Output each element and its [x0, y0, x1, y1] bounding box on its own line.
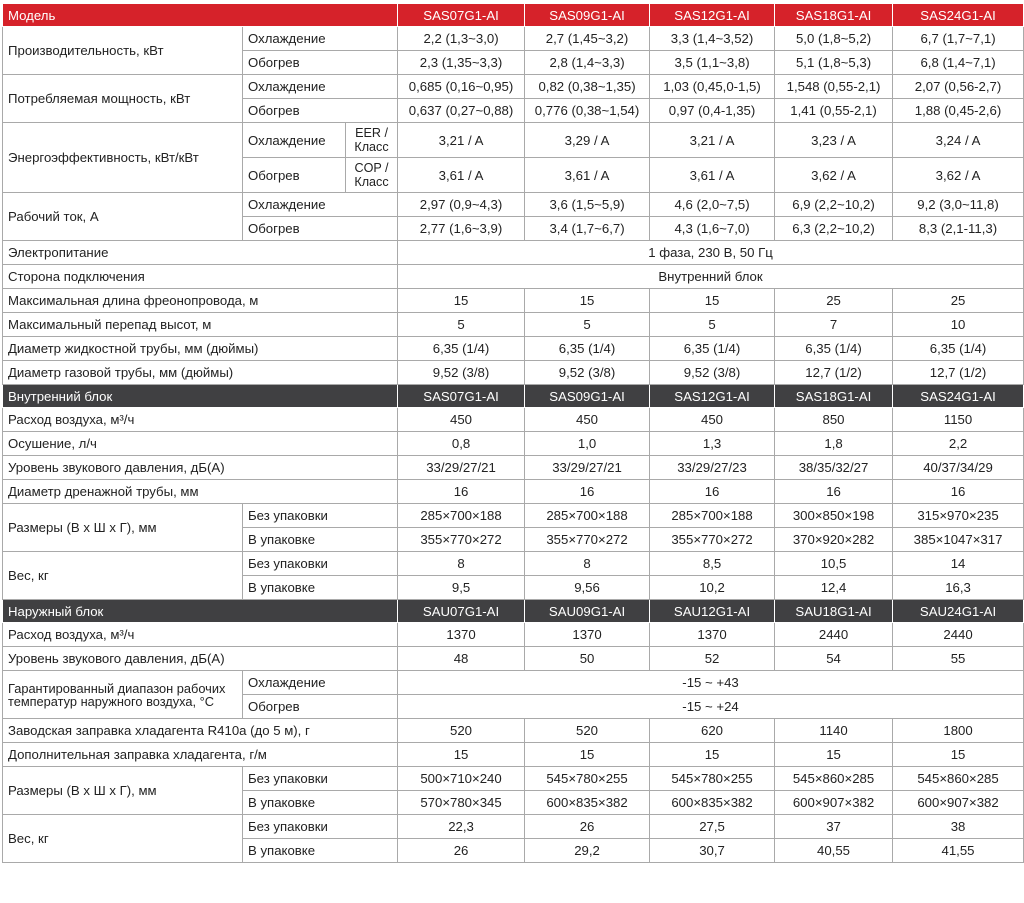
- power-supply-value: 1 фаза, 230 В, 50 Гц: [398, 241, 1024, 265]
- value-cell: 10: [893, 313, 1024, 337]
- value-cell: 4,3 (1,6~7,0): [650, 217, 775, 241]
- value-cell: 40/37/34/29: [893, 456, 1024, 480]
- max-pipe-length-label: Максимальная длина фреонопровода, м: [3, 289, 398, 313]
- gas-pipe-label: Диаметр газовой трубы, мм (дюймы): [3, 361, 398, 385]
- value-cell: 6,35 (1/4): [893, 337, 1024, 361]
- connection-side-label: Сторона подключения: [3, 265, 398, 289]
- value-cell: 545×780×255: [650, 767, 775, 791]
- value-cell: 570×780×345: [398, 791, 525, 815]
- value-cell: 15: [893, 743, 1024, 767]
- model-name: SAS09G1-AI: [525, 385, 650, 408]
- value-cell: 15: [775, 743, 893, 767]
- model-name: SAS18G1-AI: [775, 385, 893, 408]
- value-cell: 12,7 (1/2): [893, 361, 1024, 385]
- value-cell: 15: [398, 743, 525, 767]
- value-cell: 2,7 (1,45~3,2): [525, 27, 650, 51]
- sub-label: Обогрев: [243, 158, 346, 193]
- model-name: SAU18G1-AI: [775, 600, 893, 623]
- sub-label: Обогрев: [243, 99, 398, 123]
- connection-side-row: [3, 265, 1024, 289]
- value-cell: 29,2: [525, 839, 650, 863]
- value-cell: 55: [893, 647, 1024, 671]
- indoor-dims-label: Размеры (В х Ш х Г), мм: [3, 504, 243, 552]
- model-name: SAU09G1-AI: [525, 600, 650, 623]
- value-cell: 3,62 / A: [775, 158, 893, 193]
- value-cell: 620: [650, 719, 775, 743]
- value-cell: 450: [650, 408, 775, 432]
- indoor-airflow-row: [3, 408, 1024, 432]
- value-cell: 7: [775, 313, 893, 337]
- value-cell: 2,8 (1,4~3,3): [525, 51, 650, 75]
- value-cell: 1,03 (0,45,0-1,5): [650, 75, 775, 99]
- value-cell: 1800: [893, 719, 1024, 743]
- value-cell: 6,35 (1/4): [650, 337, 775, 361]
- liquid-pipe-label: Диаметр жидкостной трубы, мм (дюймы): [3, 337, 398, 361]
- value-cell: 8,5: [650, 552, 775, 576]
- value-cell: 600×907×382: [775, 791, 893, 815]
- value-cell: 370×920×282: [775, 528, 893, 552]
- value-cell: 2440: [775, 623, 893, 647]
- max-pipe-length-row: [3, 289, 1024, 313]
- value-cell: 1,0: [525, 432, 650, 456]
- factory-charge-row: [3, 719, 1024, 743]
- value-cell: 600×907×382: [893, 791, 1024, 815]
- value-cell: 2,97 (0,9~4,3): [398, 193, 525, 217]
- value-cell: 5,0 (1,8~5,2): [775, 27, 893, 51]
- indoor-noise-row: [3, 456, 1024, 480]
- temp-range-row: [3, 671, 1024, 695]
- value-cell: 0,637 (0,27~0,88): [398, 99, 525, 123]
- value-cell: 50: [525, 647, 650, 671]
- sub-label: Охлаждение: [243, 27, 398, 51]
- model-name: SAS12G1-AI: [650, 4, 775, 27]
- value-cell: 12,7 (1/2): [775, 361, 893, 385]
- value-cell: 355×770×272: [398, 528, 525, 552]
- sub-label: В упаковке: [243, 839, 398, 863]
- value-cell: 33/29/27/23: [650, 456, 775, 480]
- sub-label: Без упаковки: [243, 767, 398, 791]
- model-name: SAS18G1-AI: [775, 4, 893, 27]
- operating-current-label: Рабочий ток, А: [3, 193, 243, 241]
- value-cell: 12,4: [775, 576, 893, 600]
- sub-label: В упаковке: [243, 791, 398, 815]
- indoor-header: [3, 385, 1024, 408]
- value-cell: 37: [775, 815, 893, 839]
- value-cell: 25: [775, 289, 893, 313]
- value-cell: 545×780×255: [525, 767, 650, 791]
- value-cell: 1150: [893, 408, 1024, 432]
- sub-label: Охлаждение: [243, 123, 346, 158]
- sub-label: В упаковке: [243, 528, 398, 552]
- max-height-diff-label: Максимальный перепад высот, м: [3, 313, 398, 337]
- value-cell: 3,6 (1,5~5,9): [525, 193, 650, 217]
- power-consumption-label: Потребляемая мощность, кВт: [3, 75, 243, 123]
- sub-label: Обогрев: [243, 695, 398, 719]
- value-cell: 48: [398, 647, 525, 671]
- efficiency-row: [3, 123, 1024, 158]
- value-cell: 9,2 (3,0~11,8): [893, 193, 1024, 217]
- value-cell: 6,9 (2,2~10,2): [775, 193, 893, 217]
- value-cell: 15: [650, 743, 775, 767]
- indoor-weight-row: [3, 552, 1024, 576]
- value-cell: 6,35 (1/4): [525, 337, 650, 361]
- value-cell: 9,56: [525, 576, 650, 600]
- value-cell: 6,8 (1,4~7,1): [893, 51, 1024, 75]
- sub-label: Без упаковки: [243, 815, 398, 839]
- value-cell: 27,5: [650, 815, 775, 839]
- value-cell: 2,2 (1,3~3,0): [398, 27, 525, 51]
- value-cell: 1140: [775, 719, 893, 743]
- value-cell: 3,62 / A: [893, 158, 1024, 193]
- outdoor-weight-row: [3, 815, 1024, 839]
- value-cell: 600×835×382: [650, 791, 775, 815]
- value-cell: 500×710×240: [398, 767, 525, 791]
- spec-table: [2, 3, 1024, 863]
- value-cell: 3,23 / A: [775, 123, 893, 158]
- value-cell: 9,52 (3/8): [525, 361, 650, 385]
- value-cell: 450: [525, 408, 650, 432]
- max-height-diff-row: [3, 313, 1024, 337]
- value-cell: 9,5: [398, 576, 525, 600]
- value-cell: 0,97 (0,4-1,35): [650, 99, 775, 123]
- value-cell: 33/29/27/21: [525, 456, 650, 480]
- value-cell: 0,8: [398, 432, 525, 456]
- model-name: SAU12G1-AI: [650, 600, 775, 623]
- model-name: SAS07G1-AI: [398, 4, 525, 27]
- value-cell: 5: [525, 313, 650, 337]
- value-cell: 8,3 (2,1-11,3): [893, 217, 1024, 241]
- value-cell: 3,29 / A: [525, 123, 650, 158]
- value-cell: 3,21 / A: [650, 123, 775, 158]
- value-cell: 22,3: [398, 815, 525, 839]
- value-cell: 1370: [398, 623, 525, 647]
- outdoor-dims-label: Размеры (В х Ш х Г), мм: [3, 767, 243, 815]
- value-cell: 8: [398, 552, 525, 576]
- value-cell: 5: [650, 313, 775, 337]
- model-name: SAS24G1-AI: [893, 385, 1024, 408]
- value-cell: 3,61 / A: [650, 158, 775, 193]
- sub-label: Обогрев: [243, 51, 398, 75]
- value-cell: 2,3 (1,35~3,3): [398, 51, 525, 75]
- outdoor-noise-row: [3, 647, 1024, 671]
- value-cell: 450: [398, 408, 525, 432]
- sub-label: Охлаждение: [243, 193, 398, 217]
- model-name: SAS09G1-AI: [525, 4, 650, 27]
- value-cell: 25: [893, 289, 1024, 313]
- value-cell: 1,41 (0,55-2,1): [775, 99, 893, 123]
- value-cell: 16,3: [893, 576, 1024, 600]
- power-supply-label: Электропитание: [3, 241, 398, 265]
- value-cell: 5,1 (1,8~5,3): [775, 51, 893, 75]
- value-cell: 16: [525, 480, 650, 504]
- value-cell: 30,7: [650, 839, 775, 863]
- value-cell: 1370: [650, 623, 775, 647]
- capacity-label: Производительность, кВт: [3, 27, 243, 75]
- factory-charge-label: Заводская заправка хладагента R410a (до 5 м), г: [3, 719, 398, 743]
- value-cell: 15: [650, 289, 775, 313]
- value-cell: 285×700×188: [525, 504, 650, 528]
- value-cell: 52: [650, 647, 775, 671]
- model-header: [3, 4, 1024, 27]
- value-cell: 850: [775, 408, 893, 432]
- value-cell: 355×770×272: [525, 528, 650, 552]
- value-cell: 6,35 (1/4): [398, 337, 525, 361]
- extra-charge-label: Дополнительная заправка хладагента, г/м: [3, 743, 398, 767]
- model-name: SAU07G1-AI: [398, 600, 525, 623]
- value-cell: 26: [525, 815, 650, 839]
- model-name: SAS24G1-AI: [893, 4, 1024, 27]
- value-cell: 315×970×235: [893, 504, 1024, 528]
- value-cell: 6,35 (1/4): [775, 337, 893, 361]
- value-cell: 16: [650, 480, 775, 504]
- value-cell: 14: [893, 552, 1024, 576]
- model-name: SAS12G1-AI: [650, 385, 775, 408]
- value-cell: 15: [398, 289, 525, 313]
- value-cell: 600×835×382: [525, 791, 650, 815]
- cop-label: COP / Класс: [346, 158, 398, 193]
- outdoor-header-label: Наружный блок: [3, 600, 398, 623]
- value-cell: 33/29/27/21: [398, 456, 525, 480]
- sub-label: Охлаждение: [243, 671, 398, 695]
- value-cell: 3,4 (1,7~6,7): [525, 217, 650, 241]
- power-supply-row: [3, 241, 1024, 265]
- value-cell: 8: [525, 552, 650, 576]
- indoor-dehumid-label: Осушение, л/ч: [3, 432, 398, 456]
- sub-label: Без упаковки: [243, 552, 398, 576]
- power-consumption-row: [3, 75, 1024, 99]
- sub-label: Охлаждение: [243, 75, 398, 99]
- value-cell: 1,3: [650, 432, 775, 456]
- value-cell: 10,2: [650, 576, 775, 600]
- value-cell: 545×860×285: [775, 767, 893, 791]
- outdoor-noise-label: Уровень звукового давления, дБ(А): [3, 647, 398, 671]
- outdoor-airflow-row: [3, 623, 1024, 647]
- value-cell: 10,5: [775, 552, 893, 576]
- value-cell: 38: [893, 815, 1024, 839]
- indoor-dims-row: [3, 504, 1024, 528]
- indoor-weight-label: Вес, кг: [3, 552, 243, 600]
- value-cell: 6,3 (2,2~10,2): [775, 217, 893, 241]
- value-cell: 15: [525, 289, 650, 313]
- efficiency-label: Энергоэффективность, кВт/кВт: [3, 123, 243, 193]
- temp-range-heat: -15 ~ +24: [398, 695, 1024, 719]
- sub-label: Обогрев: [243, 217, 398, 241]
- value-cell: 15: [525, 743, 650, 767]
- value-cell: 3,3 (1,4~3,52): [650, 27, 775, 51]
- value-cell: 285×700×188: [398, 504, 525, 528]
- value-cell: 520: [525, 719, 650, 743]
- outdoor-weight-label: Вес, кг: [3, 815, 243, 863]
- gas-pipe-row: [3, 361, 1024, 385]
- value-cell: 3,5 (1,1~3,8): [650, 51, 775, 75]
- value-cell: 2440: [893, 623, 1024, 647]
- value-cell: 4,6 (2,0~7,5): [650, 193, 775, 217]
- value-cell: 1370: [525, 623, 650, 647]
- indoor-dehumid-row: [3, 432, 1024, 456]
- value-cell: 54: [775, 647, 893, 671]
- temp-range-cool: -15 ~ +43: [398, 671, 1024, 695]
- value-cell: 1,88 (0,45-2,6): [893, 99, 1024, 123]
- connection-side-value: Внутренний блок: [398, 265, 1024, 289]
- value-cell: 3,24 / A: [893, 123, 1024, 158]
- value-cell: 16: [893, 480, 1024, 504]
- value-cell: 3,61 / A: [398, 158, 525, 193]
- value-cell: 0,82 (0,38~1,35): [525, 75, 650, 99]
- value-cell: 0,776 (0,38~1,54): [525, 99, 650, 123]
- sub-label: Без упаковки: [243, 504, 398, 528]
- indoor-header-label: Внутренний блок: [3, 385, 398, 408]
- model-name: SAU24G1-AI: [893, 600, 1024, 623]
- value-cell: 545×860×285: [893, 767, 1024, 791]
- value-cell: 9,52 (3/8): [650, 361, 775, 385]
- value-cell: 2,2: [893, 432, 1024, 456]
- eer-label: EER / Класс: [346, 123, 398, 158]
- value-cell: 1,548 (0,55-2,1): [775, 75, 893, 99]
- value-cell: 355×770×272: [650, 528, 775, 552]
- capacity-row: [3, 27, 1024, 51]
- value-cell: 300×850×198: [775, 504, 893, 528]
- value-cell: 0,685 (0,16~0,95): [398, 75, 525, 99]
- value-cell: 38/35/32/27: [775, 456, 893, 480]
- extra-charge-row: [3, 743, 1024, 767]
- value-cell: 1,8: [775, 432, 893, 456]
- temp-range-label: Гарантированный диапазон рабочих температур наружного воздуха, °С: [3, 671, 243, 719]
- value-cell: 520: [398, 719, 525, 743]
- value-cell: 3,21 / A: [398, 123, 525, 158]
- value-cell: 16: [775, 480, 893, 504]
- outdoor-airflow-label: Расход воздуха, м³/ч: [3, 623, 398, 647]
- value-cell: 6,7 (1,7~7,1): [893, 27, 1024, 51]
- indoor-drain-label: Диаметр дренажной трубы, мм: [3, 480, 398, 504]
- value-cell: 3,61 / A: [525, 158, 650, 193]
- model-name: SAS07G1-AI: [398, 385, 525, 408]
- value-cell: 16: [398, 480, 525, 504]
- indoor-noise-label: Уровень звукового давления, дБ(А): [3, 456, 398, 480]
- value-cell: 9,52 (3/8): [398, 361, 525, 385]
- value-cell: 2,77 (1,6~3,9): [398, 217, 525, 241]
- sub-label: В упаковке: [243, 576, 398, 600]
- operating-current-row: [3, 193, 1024, 217]
- value-cell: 385×1047×317: [893, 528, 1024, 552]
- liquid-pipe-row: [3, 337, 1024, 361]
- outdoor-header: [3, 600, 1024, 623]
- value-cell: 26: [398, 839, 525, 863]
- value-cell: 285×700×188: [650, 504, 775, 528]
- value-cell: 5: [398, 313, 525, 337]
- value-cell: 40,55: [775, 839, 893, 863]
- indoor-airflow-label: Расход воздуха, м³/ч: [3, 408, 398, 432]
- value-cell: 2,07 (0,56-2,7): [893, 75, 1024, 99]
- value-cell: 41,55: [893, 839, 1024, 863]
- model-header-label: Модель: [3, 4, 398, 27]
- indoor-drain-row: [3, 480, 1024, 504]
- outdoor-dims-row: [3, 767, 1024, 791]
